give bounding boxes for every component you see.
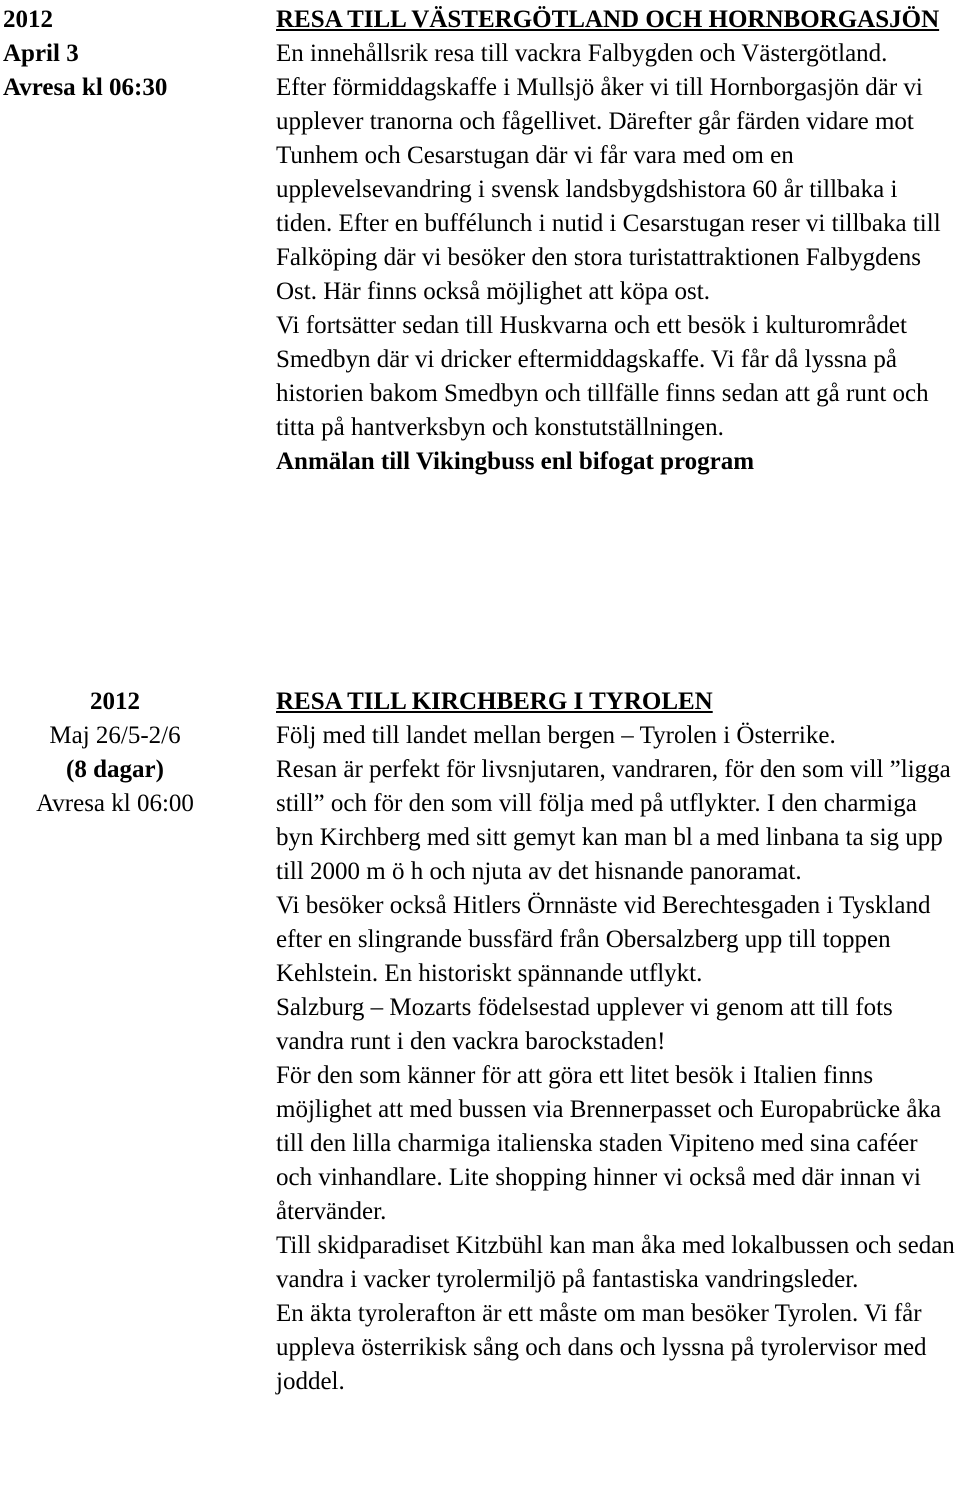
- trip-paragraph: En innehållsrik resa till vackra Falbygden och Västergötland.: [276, 40, 888, 67]
- trip-description: [276, 3, 958, 479]
- trip-meta: [3, 3, 268, 105]
- trip-paragraph: Följ med till landet mellan bergen – Tyrolen i Österrike.: [276, 722, 836, 749]
- trip-paragraph: Vi besöker också Hitlers Örnnäste vid Berechtesgaden i Tyskland efter en slingrande bussfärd från Obersalzberg upp till toppen Kehlstein. En historiskt spännande utflykt.: [276, 892, 931, 987]
- trip-description: [276, 685, 958, 1399]
- trip-title: RESA TILL VÄSTERGÖTLAND OCH HORNBORGASJÖN: [276, 6, 940, 33]
- trip-duration: (8 dagar): [66, 756, 164, 783]
- trip-paragraph: För den som känner för att göra ett litet besök i Italien finns möjlighet att med bussen via Brennerpasset och Europabrücke åka till den lilla charmiga italienska staden Vipiteno med sina caféer och vinhandlare. Lite shopping hinner vi också med där innan vi återvänder.: [276, 1062, 942, 1225]
- trip-year: 2012: [90, 688, 140, 715]
- trip-paragraph: Salzburg – Mozarts födelsestad upplever vi genom att till fots vandra runt i den vackra barockstaden!: [276, 994, 893, 1055]
- trip-paragraph: Resan är perfekt för livsnjutaren, vandraren, för den som vill ”ligga still” och för den som vill följa med på utflykter. I den charmiga byn Kirchberg med sitt gemyt kan man bl a med linbana ta sig upp till 2000 m ö h och njuta av det hisnande panoramat.: [276, 756, 951, 885]
- trip-date: Maj 26/5-2/6: [49, 722, 181, 749]
- trip-paragraph: Vi fortsätter sedan till Huskvarna och ett besök i kulturområdet Smedbyn där vi dricker eftermiddagskaffe. Vi får då lyssna på historien bakom Smedbyn och tillfälle finns sedan att gå runt och titta på hantverksbyn och konstutställningen.: [276, 312, 929, 441]
- trip-title: RESA TILL KIRCHBERG I TYROLEN: [276, 688, 713, 715]
- signup-note: Anmälan till Vikingbuss enl bifogat program: [276, 448, 755, 475]
- trip-date: April 3: [3, 40, 79, 67]
- trip-meta: [4, 685, 226, 821]
- trip-departure: Avresa kl 06:30: [3, 74, 168, 101]
- trip-departure: Avresa kl 06:00: [36, 790, 194, 817]
- trip-paragraph: En äkta tyrolerafton är ett måste om man besöker Tyrolen. Vi får uppleva österrikisk sång och dans och lyssna på tyrolervisor med joddel.: [276, 1300, 927, 1395]
- trip-year: 2012: [3, 6, 53, 33]
- trip-paragraph: Efter förmiddagskaffe i Mullsjö åker vi till Hornborgasjön där vi upplever tranorna och fågellivet. Därefter går färden vidare mot Tunhem och Cesarstugan där vi får vara med om en upplevelsevandring i svensk landsbygdshistora 60 år tillbaka i tiden. Efter en buffélunch i nutid i Cesarstugan reser vi tillbaka till Falköping där vi besöker den stora turistattraktionen Falbygdens Ost. Här finns också möjlighet att köpa ost.: [276, 74, 941, 305]
- trip-paragraph: Till skidparadiset Kitzbühl kan man åka med lokalbussen och sedan vandra i vacker tyrolermiljö på fantastiska vandringsleder.: [276, 1232, 955, 1293]
